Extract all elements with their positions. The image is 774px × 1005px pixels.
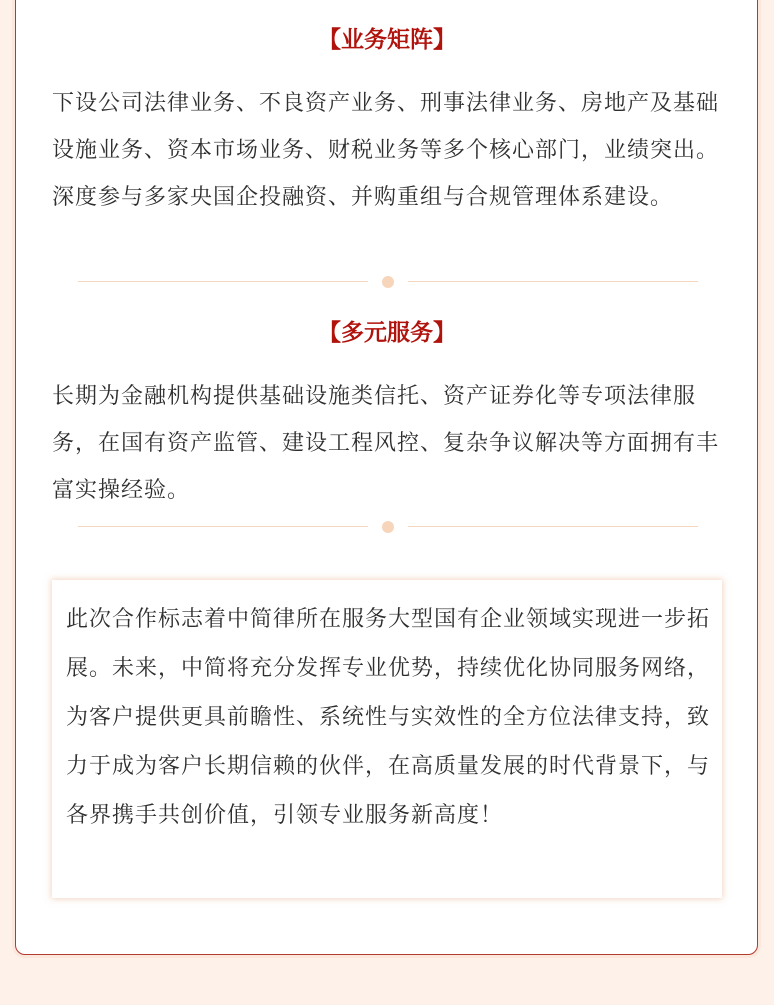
divider-line-left	[78, 281, 368, 282]
divider-line-right	[408, 281, 698, 282]
section-body-business-matrix: 下设公司法律业务、不良资产业务、刑事法律业务、房地产及基础设施业务、资本市场业务、财税业务等多个核心部门，业绩突出。深度参与多家央国企投融资、并购重组与合规管理体系建设。	[52, 91, 720, 210]
section-divider	[78, 521, 698, 533]
divider-line-left	[78, 526, 368, 527]
divider-dot-icon	[382, 276, 394, 288]
divider-line-right	[408, 526, 698, 527]
divider-dot-icon	[382, 521, 394, 533]
section-title-business-matrix: 【业务矩阵】	[318, 27, 456, 53]
closing-statement-box	[52, 580, 722, 898]
section-divider	[78, 276, 698, 288]
section-body-diverse-services: 长期为金融机构提供基础设施类信托、资产证券化等专项法律服务，在国有资产监管、建设工程风控、复杂争议解决等方面拥有丰富实操经验。	[52, 384, 720, 503]
closing-statement-text: 此次合作标志着中简律所在服务大型国有企业领域实现进一步拓展。未来，中简将充分发挥专业优势，持续优化协同服务网络，为客户提供更具前瞻性、系统性与实效性的全方位法律支持，致力于成为客户长期信赖的伙伴，在高质量发展的时代背景下，与各界携手共创价值，引领专业服务新高度！	[66, 607, 711, 828]
section-title-diverse-services: 【多元服务】	[318, 320, 456, 346]
